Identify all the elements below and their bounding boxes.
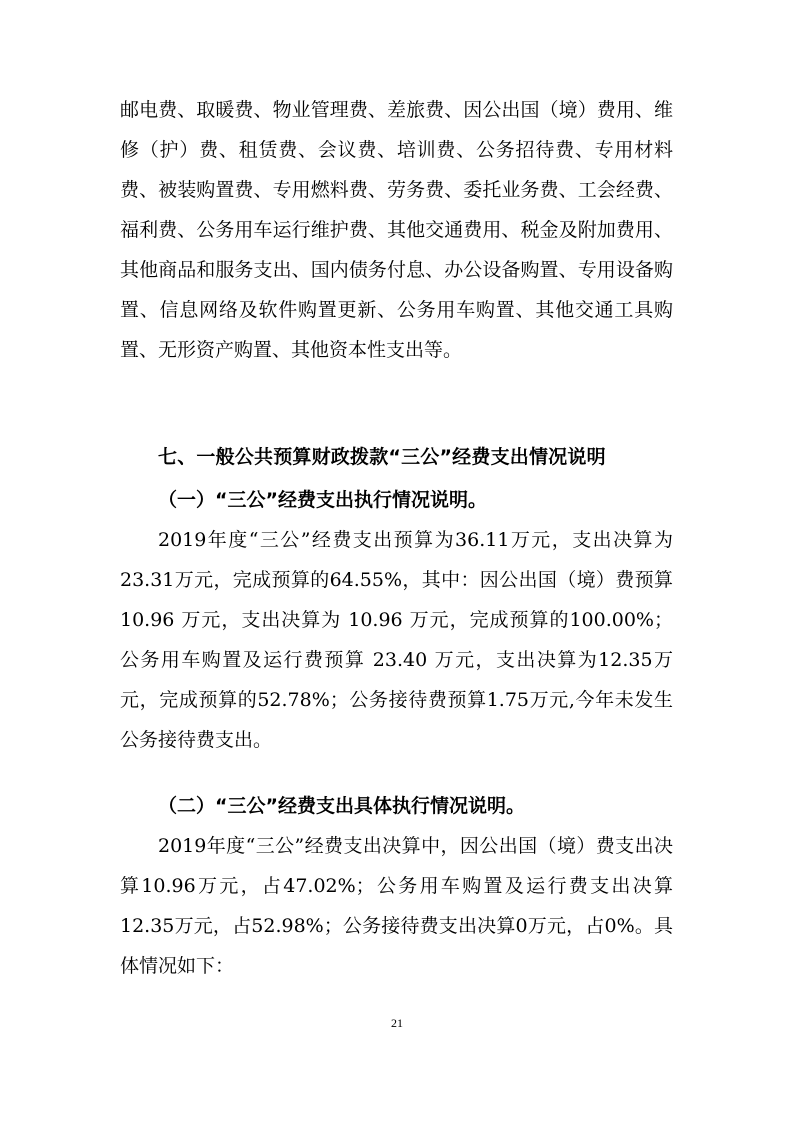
subsection-1-paragraph: 2019年度“三公”经费支出预算为36.11万元，支出决算为23.31万元，完成预算的64.55%，其中：因公出国（境）费预算 10.96 万元，支出决算为 10.96 万元，完成预算的100.00%；公务用车购置及运行费预算 23.40 万元，支出决算为12.35万元，完成预算的52.78%；公务接待费预算1.75万元,今年未发生公务接待费支出。 <box>120 529 673 751</box>
subsection-2-paragraph: 2019年度“三公”经费支出决算中，因公出国（境）费支出决算10.96万元，占47.02%；公务用车购置及运行费支出决算12.35万元，占52.98%；公务接待费支出决算0万元，占0%。具体情况如下： <box>120 835 673 977</box>
section-heading: 七、一般公共预算财政拨款“三公”经费支出情况说明 <box>158 446 606 468</box>
continuation-paragraph: 邮电费、取暖费、物业管理费、差旅费、因公出国（境）费用、维修（护）费、租赁费、会议费、培训费、公务招待费、专用材料费、被装购置费、专用燃料费、劳务费、委托业务费、工会经费、福利费、公务用车运行维护费、其他交通费用、税金及附加费用、其他商品和服务支出、国内债务付息、办公设备购置、专用设备购置、信息网络及软件购置更新、公务用车购置、其他交通工具购置、无形资产购置、其他资本性支出等。 <box>120 99 673 361</box>
subsection-1-heading: （一）“三公”经费支出执行情况说明。 <box>158 489 487 511</box>
page-number: 21 <box>391 1016 403 1030</box>
subsection-2-heading: （二）“三公”经费支出具体执行情况说明。 <box>158 795 525 817</box>
